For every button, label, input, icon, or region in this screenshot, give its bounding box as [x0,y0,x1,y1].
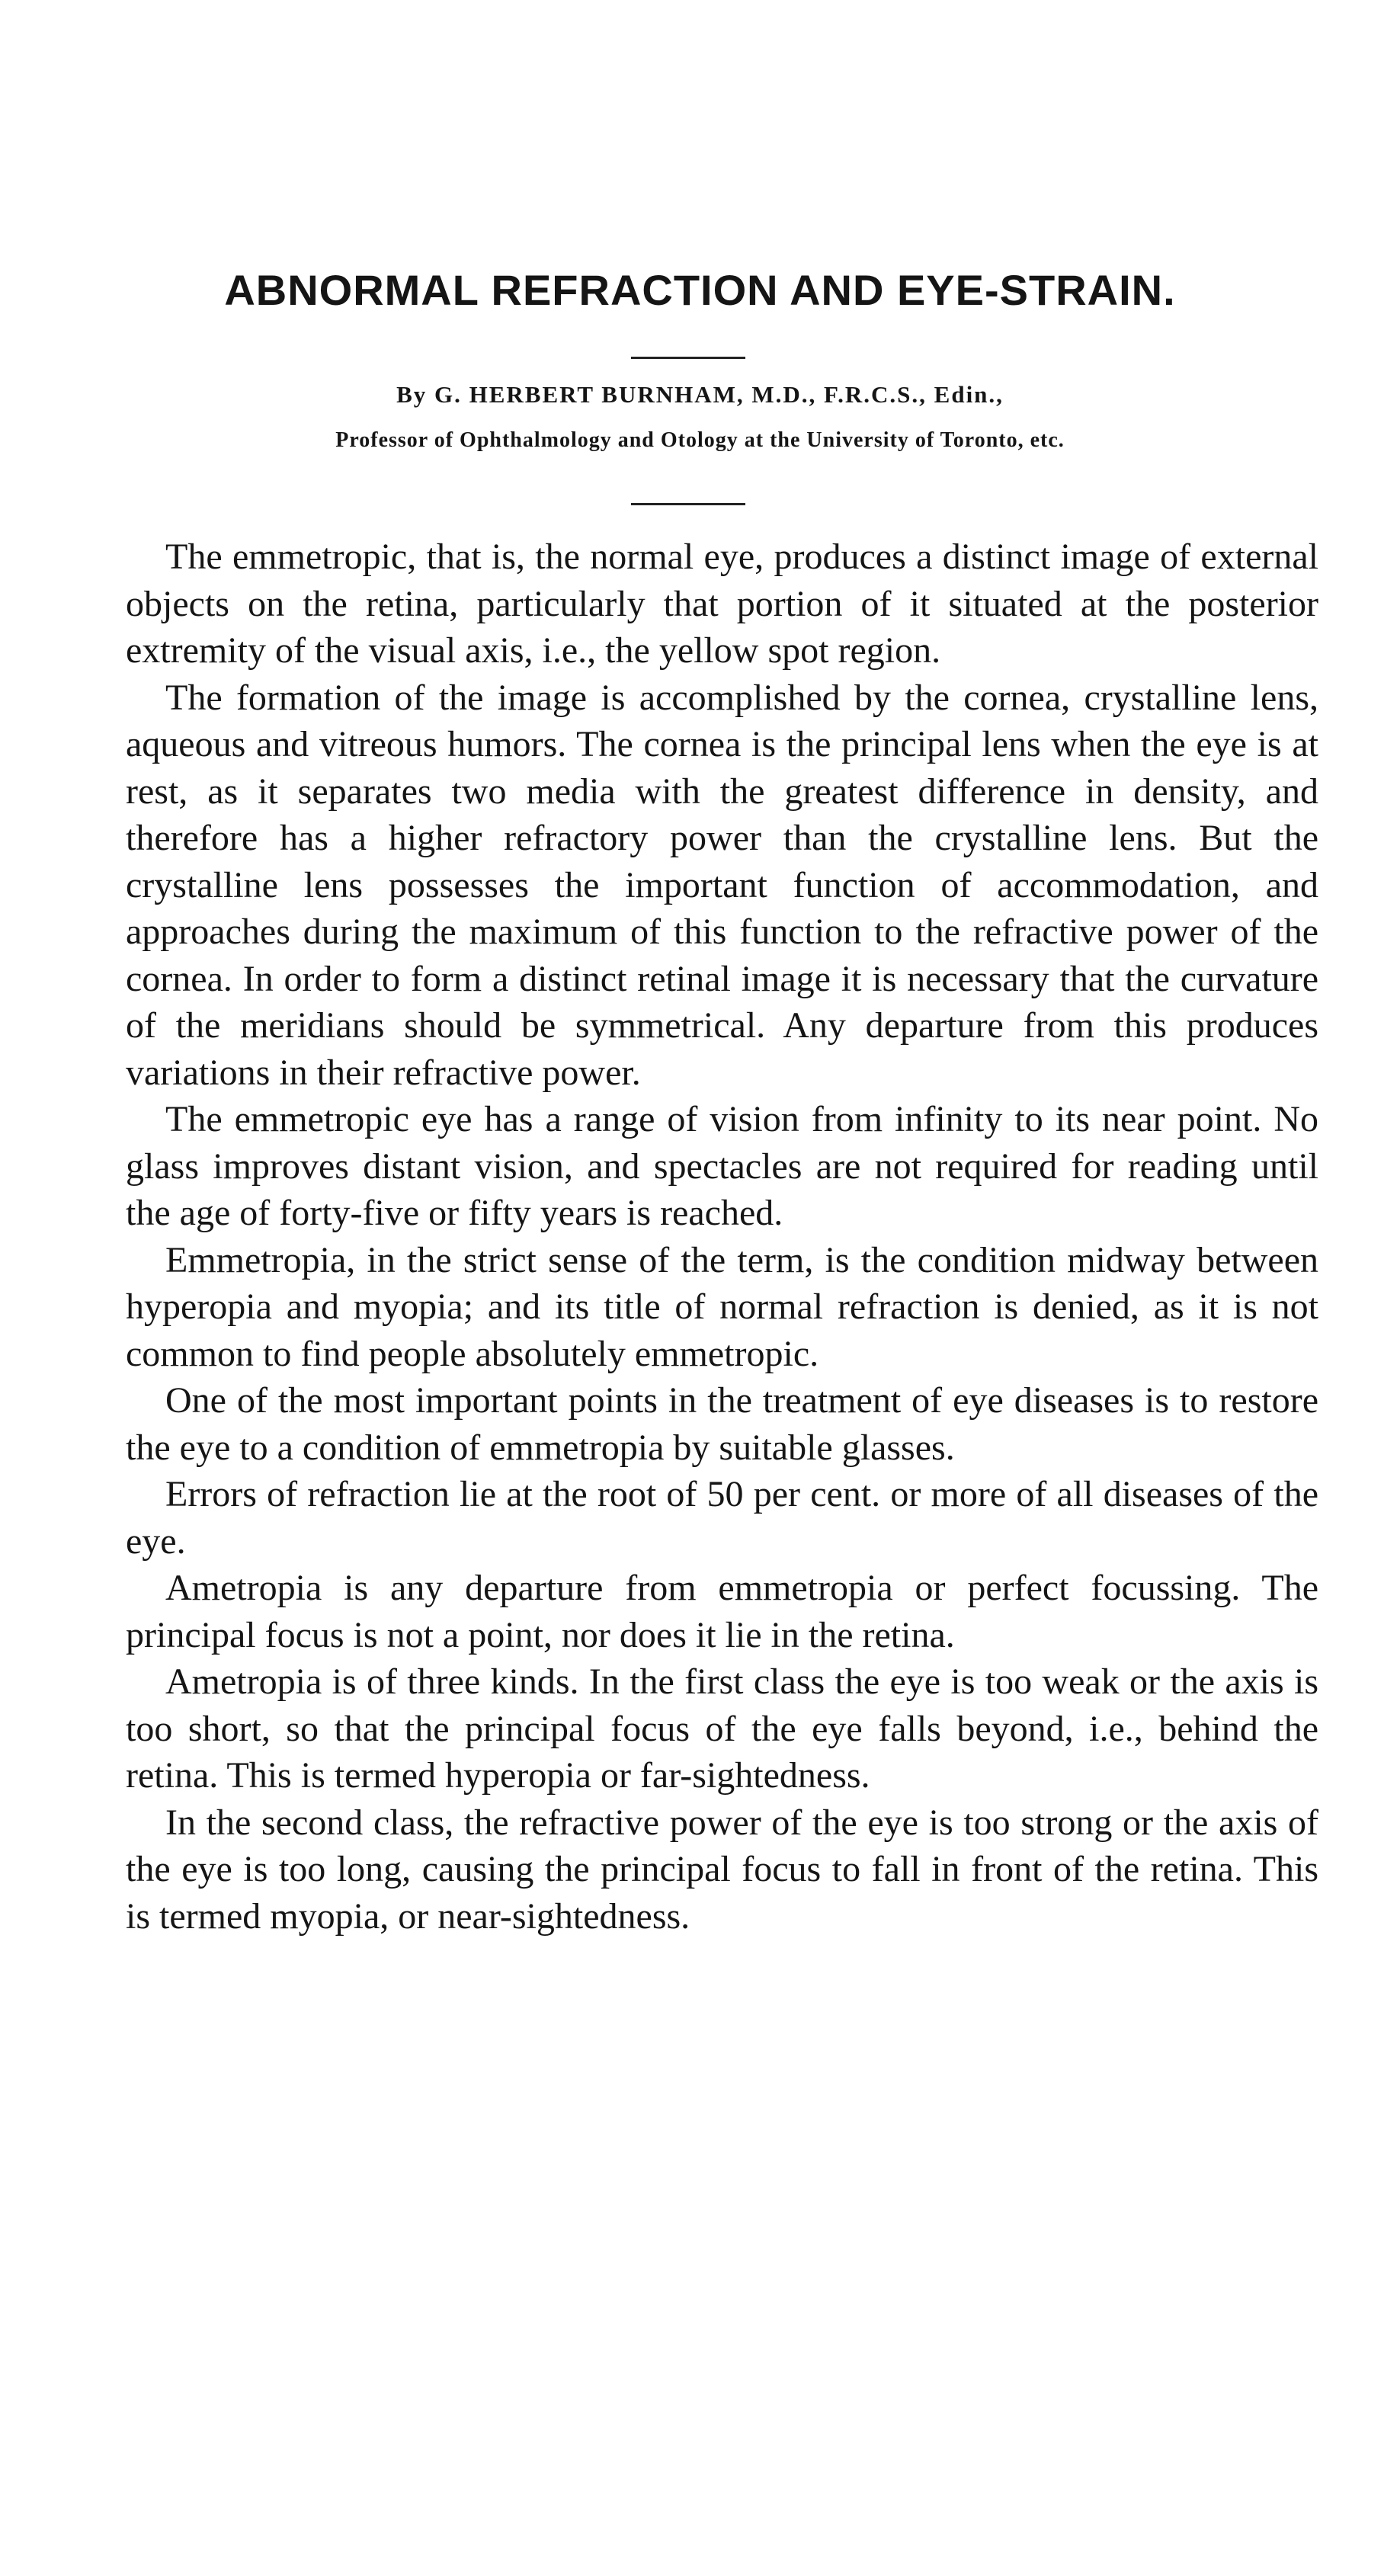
paragraph: Emmetropia, in the strict sense of the term, is the condition midway between hyperopia and myopia; and its title of normal refraction is denied, as it is not common to find people absolutely emmetropic. [126,1239,1318,1374]
byline-divider [631,503,745,505]
paragraph: Ametropia is of three kinds. In the first class the eye is too weak or the axis is too short, so that the principal focus of the eye falls beyond, i.e., behind the retina. This is termed hyperopia or far-sightedness. [126,1661,1318,1796]
author-byline: By G. HERBERT BURNHAM, M.D., F.R.C.S., Edin., [396,381,1004,408]
author-affiliation: Professor of Ophthalmology and Otology at the University of Toronto, etc. [335,428,1065,452]
paragraph: Ametropia is any departure from emmetropia or perfect focussing. The principal focus is not a point, nor does it lie in the retina. [126,1568,1318,1655]
paragraph: One of the most important points in the treatment of eye diseases is to restore the eye to a condition of emmetropia by suitable glasses. [126,1380,1318,1468]
paragraph: In the second class, the refractive power of the eye is too strong or the axis of the eye is too long, causing the principal focus to fall in front of the retina. This is termed myopia, or near-sightedness. [126,1802,1318,1937]
article-title: ABNORMAL REFRACTION AND EYE-STRAIN. [224,266,1176,314]
paragraph: The formation of the image is accomplished by the cornea, crystalline lens, aqueous and vitreous humors. The cornea is the principal lens when the eye is at rest, as it separates two media with the greatest difference in density, and therefore has a higher refractory power than the crystalline lens. But the crystalline lens possesses the important function of accommodation, and approaches during the maximum of this function to the refractive power of the cornea. In order to form a distinct retinal image it is necessary that the curvature of the meridians should be symmetrical. Any departure from this produces variations in their refractive power. [126,677,1318,1093]
paragraph: The emmetropic, that is, the normal eye, produces a distinct image of external objects on the retina, particularly that portion of it situated at the posterior extremity of the visual axis, i.e., the yellow spot region. [126,537,1318,671]
title-divider [631,357,745,359]
paragraph: Errors of refraction lie at the root of 50 per cent. or more of all diseases of the eye. [126,1474,1318,1562]
article-body [126,533,1318,1940]
paragraph: The emmetropic eye has a range of vision from infinity to its near point. No glass improves distant vision, and spectacles are not required for reading until the age of forty-five or fifty years is reached. [126,1099,1318,1233]
